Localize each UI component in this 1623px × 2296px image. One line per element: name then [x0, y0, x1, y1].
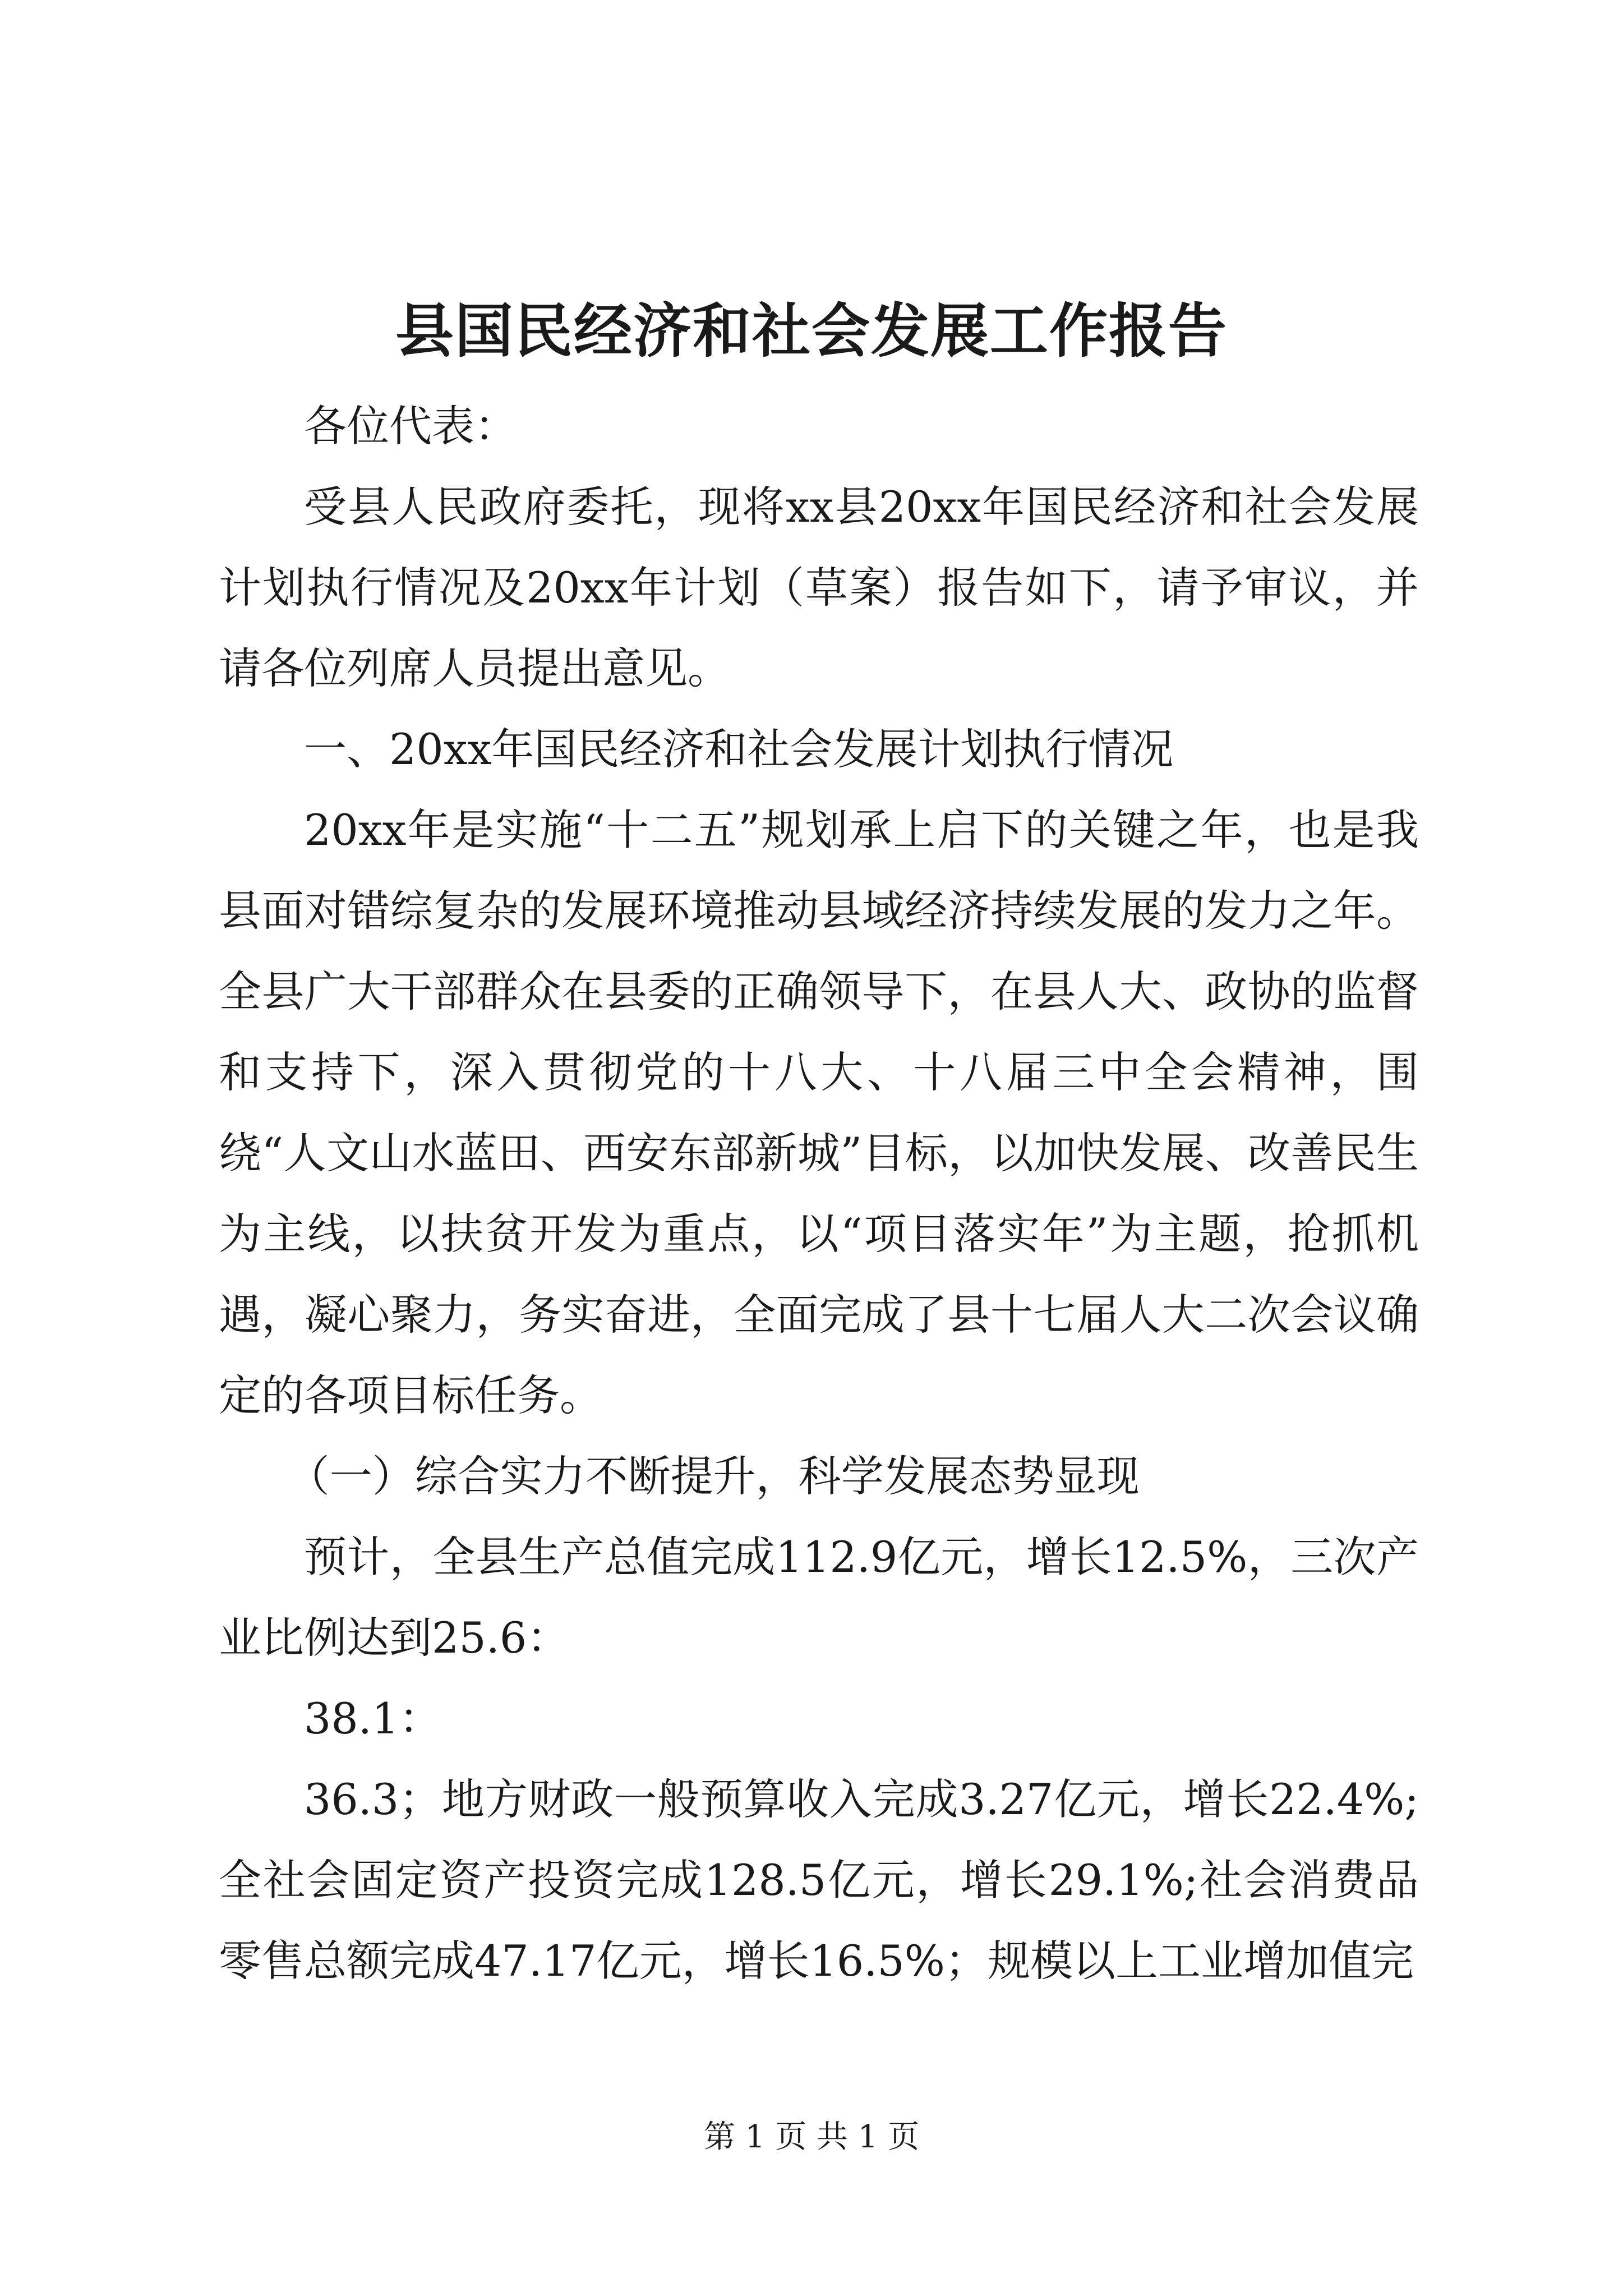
document-body [219, 386, 1419, 2001]
document-title: 县国民经济和社会发展工作报告 [395, 296, 1228, 365]
paragraph-salutation: 各位代表： [304, 401, 517, 451]
page-footer: 第 1 页 共 1 页 [703, 2119, 920, 2155]
paragraph-overview: 20xx年是实施“十二五”规划承上启下的关键之年，也是我县面对错综复杂的发展环境推动县域经济持续发展的发力之年。全县广大干部群众在县委的正确领导下，在县人大、政协的监督和支持下，深入贯彻党的十八大、十八届三中全会精神，围绕“人文山水蓝田、西安东部新城”目标，以加快发展、改善民生为主线，以扶贫开发为重点，以“项目落实年”为主题，抢抓机遇，凝心聚力，务实奋进，全面完成了县十七届人大二次会议确定的各项目标任务。 [219, 805, 1419, 1420]
paragraph-ratio: 38.1： [304, 1694, 442, 1743]
subsection-heading-1: （一）综合实力不断提升，科学发展态势显现 [287, 1451, 1140, 1501]
paragraph-gdp: 预计，全县生产总值完成112.9亿元，增长12.5%，三次产业比例达到25.6： [219, 1532, 1419, 1663]
paragraph-intro: 受县人民政府委托，现将xx县20xx年国民经济和社会发展计划执行情况及20xx年计划（草案）报告如下，请予审议，并请各位列席人员提出意见。 [219, 482, 1419, 693]
paragraph-finance: 36.3；地方财政一般预算收入完成3.27亿元，增长22.4%;全社会固定资产投资完成128.5亿元，增长29.1%;社会消费品零售总额完成47.17亿元，增长16.5%；规模以上工业增加值完 [219, 1774, 1419, 1986]
section-heading-1: 一、20xx年国民经济和社会发展计划执行情况 [304, 724, 1174, 774]
